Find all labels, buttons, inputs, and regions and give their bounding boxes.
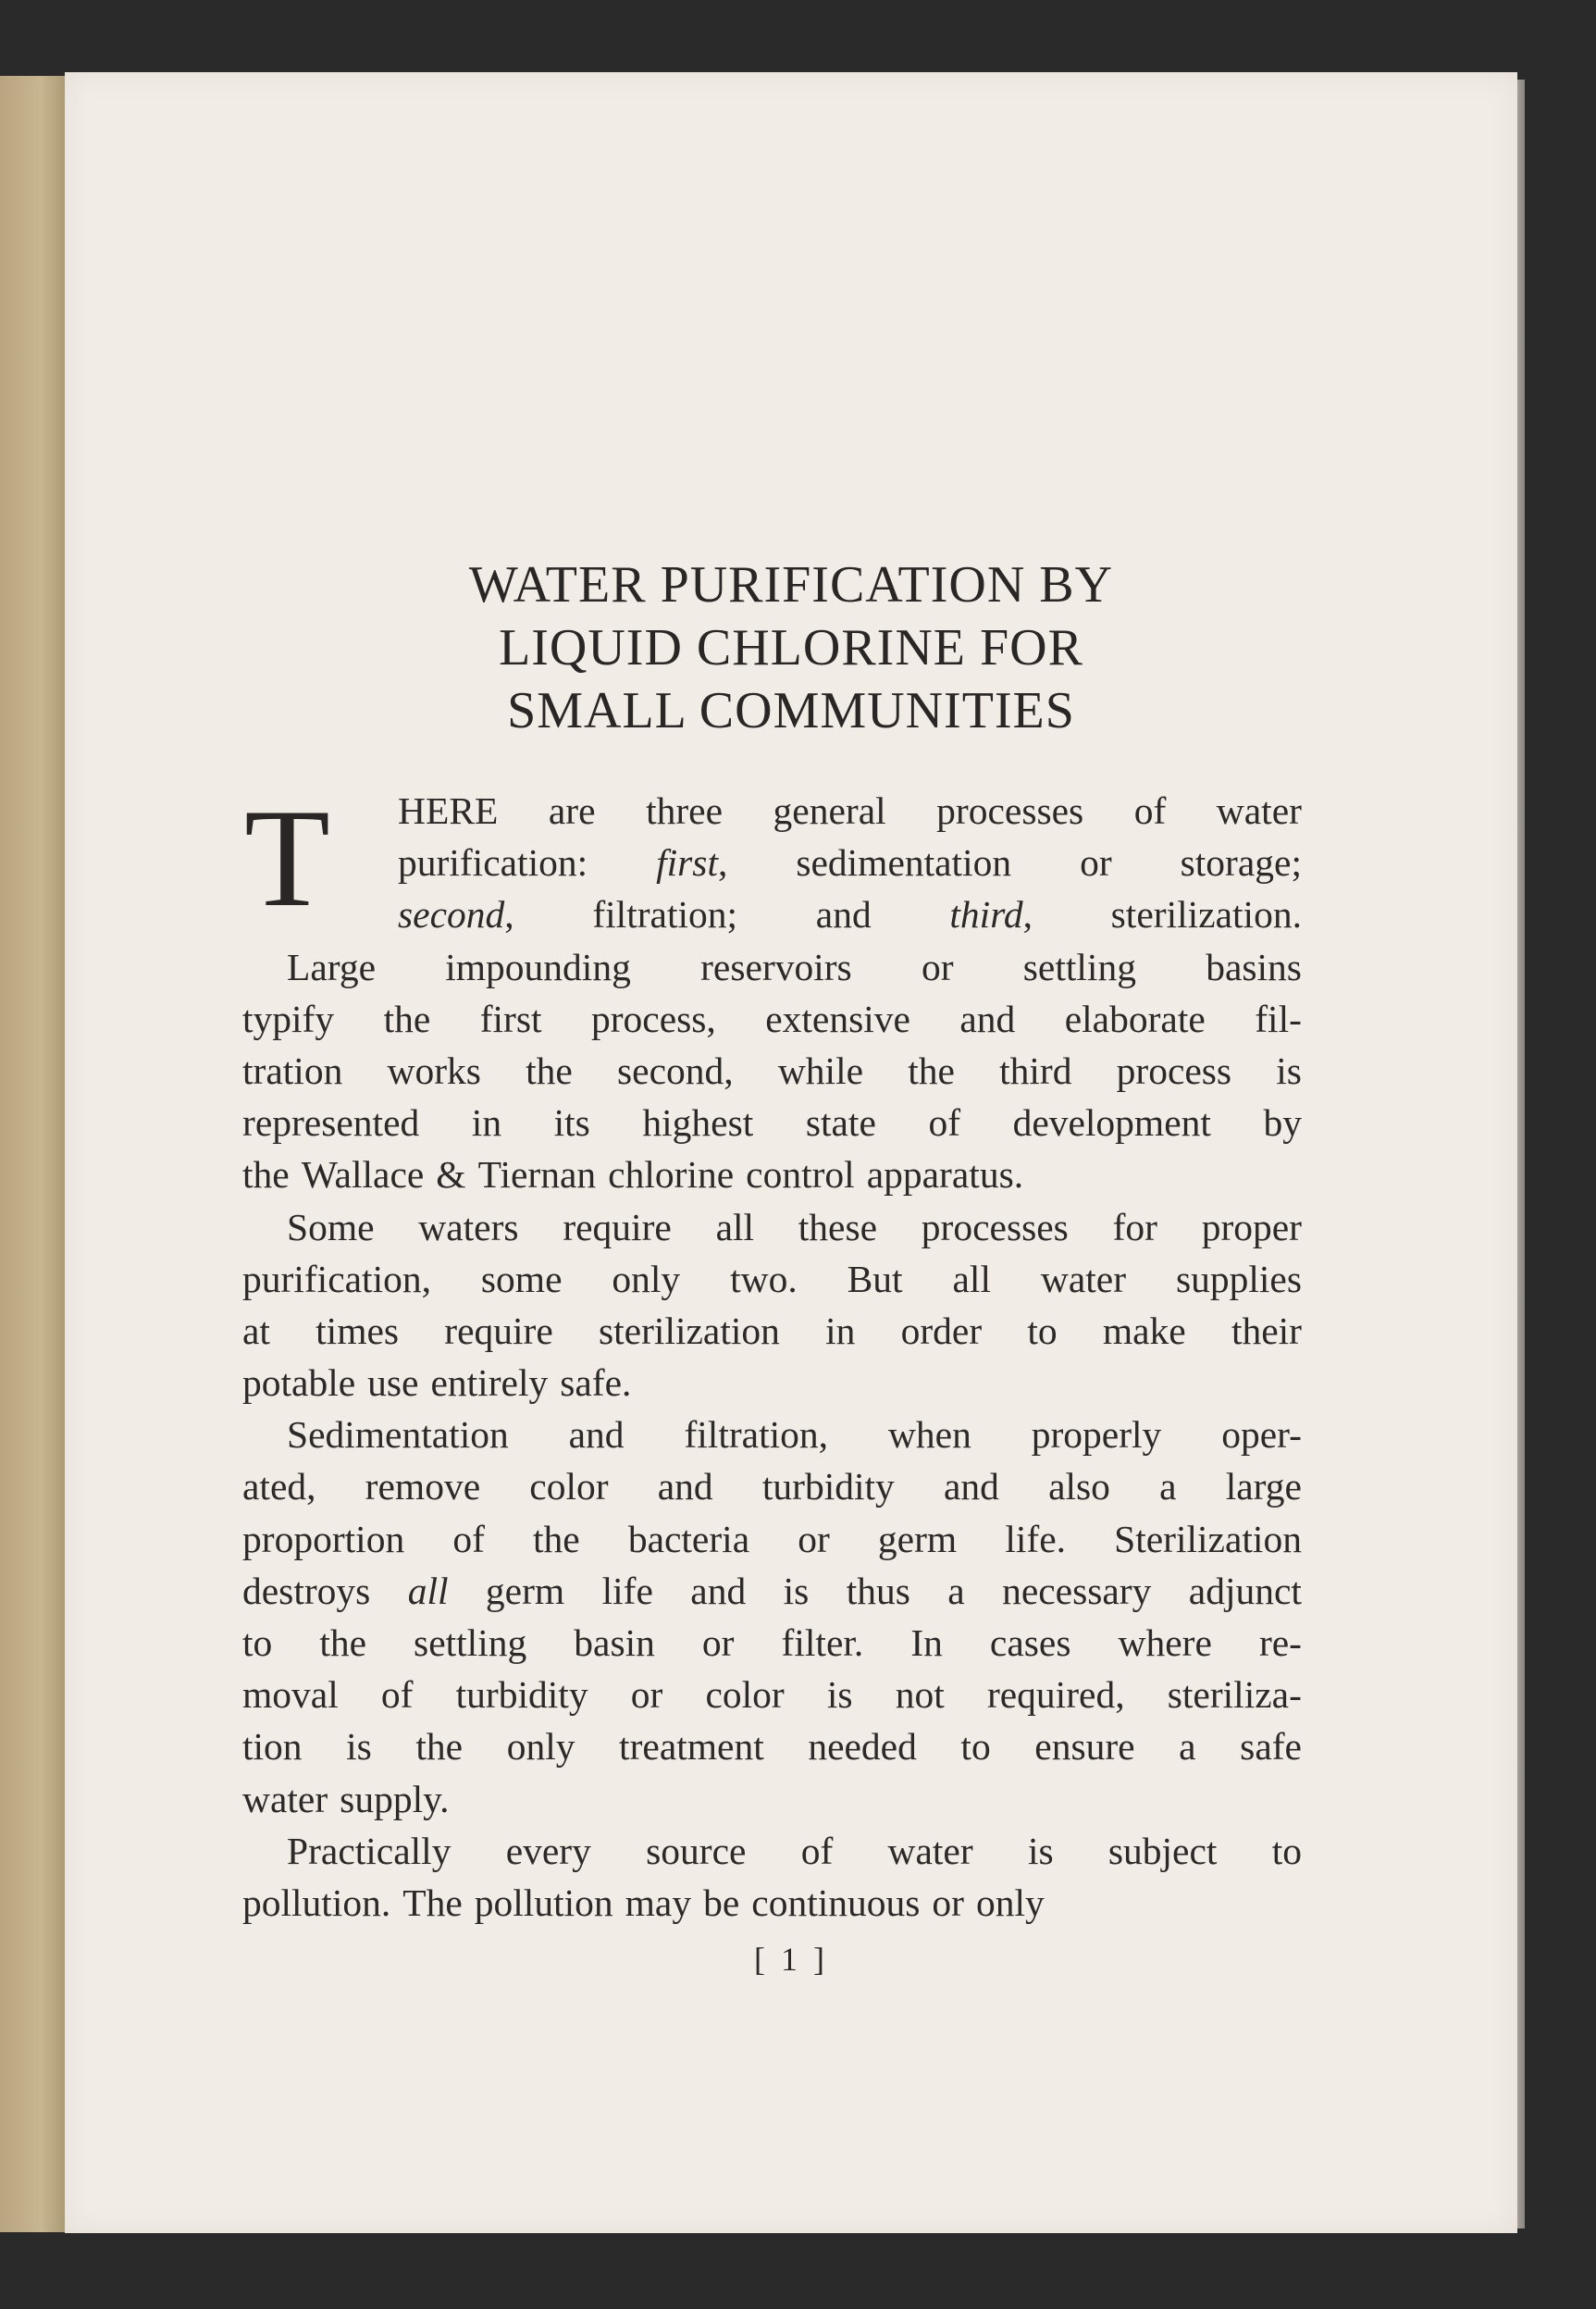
text-line: moval of turbidity or color is not required, steriliza- (242, 1673, 1302, 1717)
title-line: WATER PURIFICATION BY (468, 556, 1114, 614)
text-line: HERE are three general processes of water (398, 789, 1302, 832)
text-line: to the settling basin or filter. In cases where re- (242, 1621, 1302, 1664)
title-line: LIQUID CHLORINE FOR (499, 619, 1083, 677)
text-line: Practically every source of water is subject to (287, 1829, 1302, 1872)
text-line: water supply. (242, 1777, 450, 1820)
paragraph-4 (242, 1409, 1302, 1825)
body-text (242, 780, 1302, 1929)
text-line: Large impounding reservoirs or settling basins (287, 945, 1302, 988)
text-line: tration works the second, while the third process is (242, 1049, 1302, 1092)
text-line: the Wallace & Tiernan chlorine control apparatus. (242, 1153, 1024, 1197)
text-line: Sedimentation and filtration, when properly oper- (287, 1413, 1302, 1457)
text-line: ated, remove color and turbidity and also a large (242, 1465, 1302, 1508)
text-line: second, filtration; and third, sterilization. (398, 893, 1302, 937)
text-line: tion is the only treatment needed to ensure a safe (242, 1725, 1302, 1769)
text-line: represented in its highest state of development by (242, 1101, 1302, 1145)
text-line: purification, some only two. But all water supplies (242, 1257, 1302, 1300)
text-line: at times require sterilization in order to make their (242, 1309, 1302, 1352)
title-line: SMALL COMMUNITIES (507, 682, 1075, 739)
text-line: purification: first, sedimentation or storage; (398, 841, 1302, 885)
text-line: potable use entirely safe. (242, 1361, 632, 1405)
drop-cap: T (244, 780, 330, 936)
paragraph-3 (242, 1201, 1302, 1409)
paragraph-1 (242, 780, 1302, 941)
booklet-spine (0, 76, 68, 2232)
paragraph-5 (242, 1825, 1302, 1929)
text-line: typify the first process, extensive and elaborate fil- (242, 997, 1302, 1040)
page-number: [ 1 ] (754, 1941, 828, 1978)
booklet-page (65, 72, 1517, 2233)
remaining-paragraphs (242, 941, 1302, 1930)
text-line: destroys all germ life and is thus a necessary adjunct (242, 1569, 1302, 1612)
text-line: proportion of the bacteria or germ life. Sterilization (242, 1517, 1302, 1560)
page-title (65, 553, 1517, 742)
text-line: Some waters require all these processes for proper (287, 1205, 1302, 1248)
paragraph-2 (242, 941, 1302, 1201)
text-line: pollution. The pollution may be continuous or only (242, 1881, 1045, 1924)
